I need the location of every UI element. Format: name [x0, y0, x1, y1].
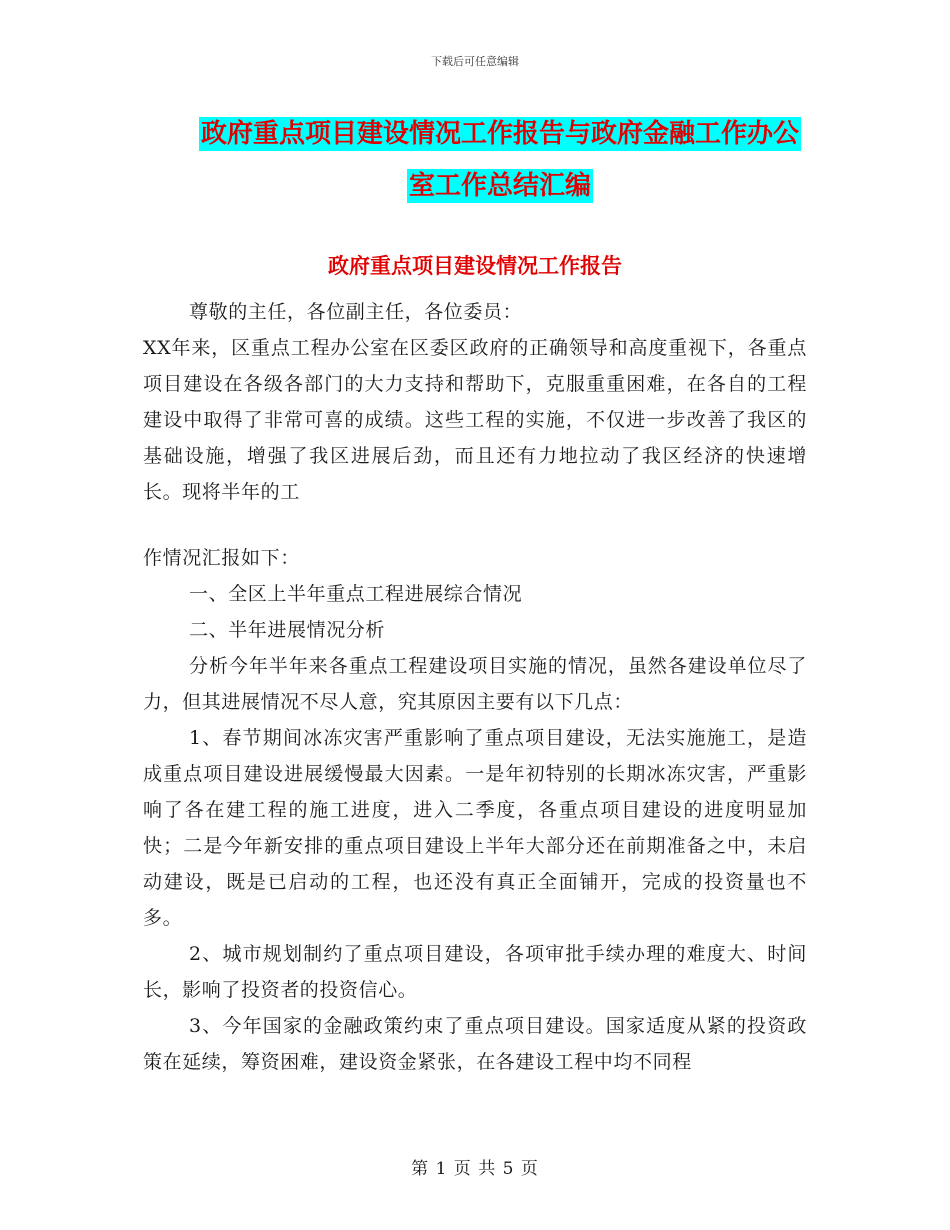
intro-paragraph: XX年来，区重点工程办公室在区委区政府的正确领导和高度重视下，各重点项目建设在各级各部门的大力支持和帮助下，克服重重困难，在各自的工程建设中取得了非常可喜的成绩。这些工程的实施，不仅进一步改善了我区的基础设施，增强了我区进展后劲，而且还有力地拉动了我区经济的快速增长。现将半年的工	[143, 337, 807, 503]
document-body	[143, 294, 807, 1080]
header-note: 下载后可任意编辑	[431, 55, 519, 68]
point-1-paragraph: 1、春节期间冰冻灾害严重影响了重点项目建设，无法实施施工，是造成重点项目建设进展缓慢最大因素。一是年初特别的长期冰冻灾害，严重影响了各在建工程的施工进度，进入二季度，各重点项目建设的进度明显加快；二是今年新安排的重点项目建设上半年大部分还在前期准备之中，未启动建设，既是已启动的工程，也还没有真正全面铺开，完成的投资量也不多。	[143, 727, 807, 929]
document-title	[190, 108, 810, 212]
heading-section-1: 一、全区上半年重点工程进展综合情况	[189, 583, 523, 605]
salutation-paragraph: 尊敬的主任，各位副主任，各位委员：	[189, 301, 523, 323]
page-gap	[143, 510, 807, 540]
section-title: 政府重点项目建设情况工作报告	[328, 253, 622, 278]
point-2-paragraph: 2、城市规划制约了重点项目建设，各项审批手续办理的难度大、时间长，影响了投资者的投资信心。	[143, 943, 807, 1001]
document-title-line-1: 政府重点项目建设情况工作报告与政府金融工作办公	[200, 119, 799, 149]
document-title-line-2: 室工作总结汇编	[408, 171, 591, 201]
point-3-paragraph: 3、今年国家的金融政策约束了重点项目建设。国家适度从紧的投资政策在延续，筹资困难，建设资金紧张，在各建设工程中均不同程	[143, 1015, 807, 1073]
heading-section-2: 二、半年进展情况分析	[189, 619, 386, 641]
intro-continuation-paragraph: 作情况汇报如下：	[143, 547, 300, 569]
analysis-paragraph: 分析今年半年来各重点工程建设项目实施的情况，虽然各建设单位尽了力，但其进展情况不尽人意，究其原因主要有以下几点：	[143, 655, 807, 713]
page-footer: 第 1 页 共 5 页	[411, 1159, 539, 1179]
